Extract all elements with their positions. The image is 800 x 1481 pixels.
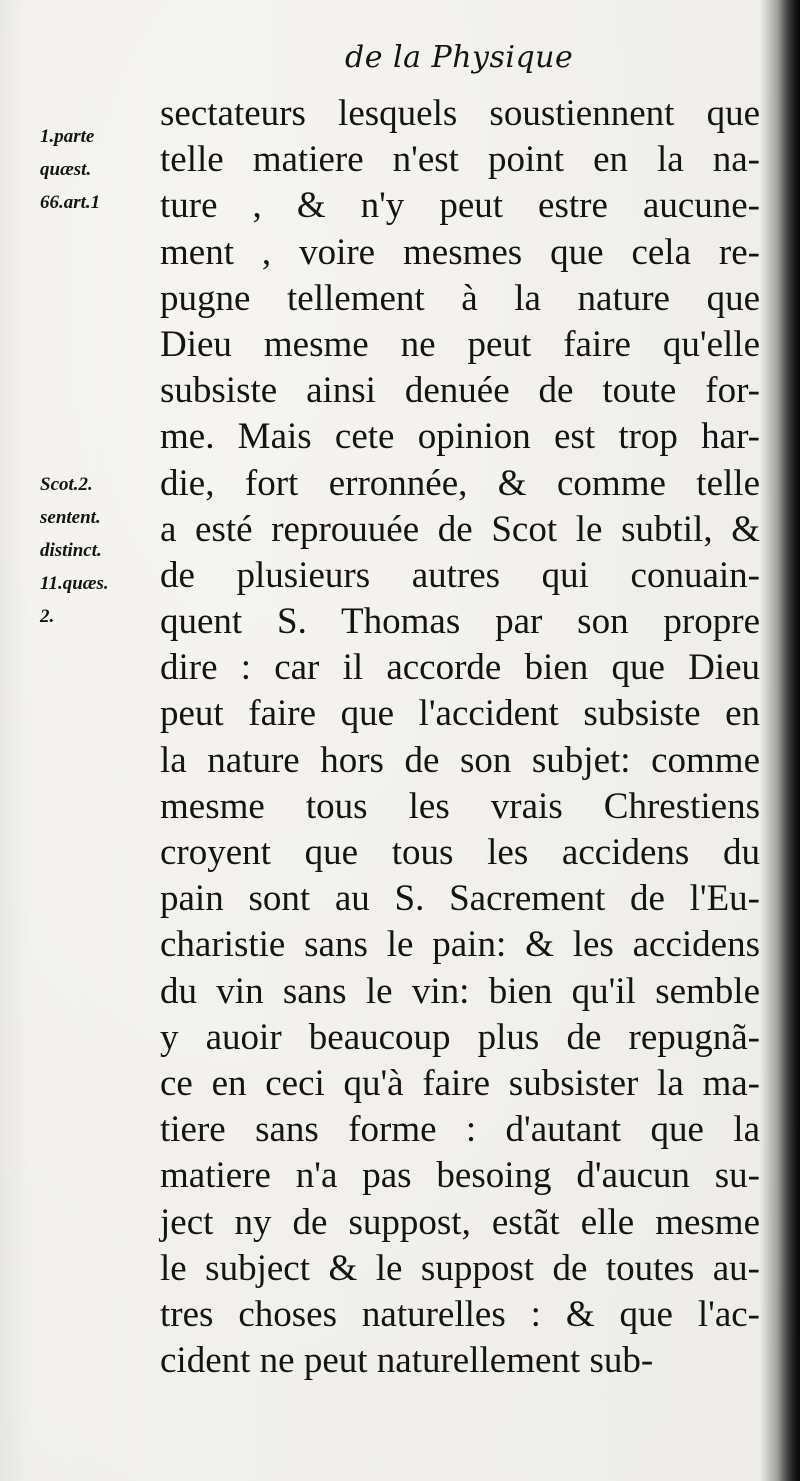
text-line: matiere n'a pas besoing d'aucun su- [160, 1155, 760, 1197]
text-line: la nature hors de son subjet: comme [160, 739, 760, 781]
page-edge-shadow [778, 0, 800, 1481]
margin-note-line: sentent. [40, 507, 101, 528]
text-line: tiere sans forme : d'autant que la [160, 1109, 760, 1151]
text-line: me. Mais cete opinion est trop har- [160, 416, 760, 458]
text-line: dire : car il accorde bien que Dieu [160, 647, 760, 689]
text-line: y auoir beaucoup plus de repugnã- [160, 1016, 760, 1058]
margin-note-scotus [40, 468, 109, 633]
text-line: subsiste ainsi denuée de toute for- [160, 370, 760, 412]
margin-note-line: quæst. [40, 159, 92, 180]
text-line: charistie sans le pain: & les accidens [160, 924, 760, 966]
text-line: du vin sans le vin: bien qu'il semble [160, 970, 760, 1012]
text-line: tres choses naturelles : & que l'ac- [160, 1293, 760, 1335]
text-line: ture , & n'y peut estre aucune- [160, 185, 760, 227]
margin-note-line: Scot.2. [40, 474, 93, 495]
text-line: ject ny de suppost, estãt elle mesme [160, 1201, 760, 1243]
margin-note-aquinas [40, 120, 100, 219]
margin-note-line: 2. [40, 606, 55, 627]
text-line: ment , voire mesmes que cela re- [160, 231, 760, 273]
running-head: de la Physique [345, 40, 574, 75]
text-line: mesme tous les vrais Chrestiens [160, 785, 760, 827]
text-line: croyent que tous les accidens du [160, 832, 760, 873]
text-line: quent S. Thomas par son propre [160, 601, 760, 643]
text-line: pugne tellement à la nature que [160, 277, 760, 319]
text-line: sectateurs lesquels soustiennent que [160, 93, 760, 134]
text-line: Dieu mesme ne peut faire qu'elle [160, 323, 760, 365]
text-line: cident ne peut naturellement sub- [160, 1340, 654, 1382]
margin-note-line: 1.parte [40, 126, 95, 147]
body-text [160, 91, 760, 1384]
margin-note-line: distinct. [40, 540, 102, 561]
text-line: die, fort erronnée, & comme telle [160, 462, 760, 504]
margin-note-line: 11.quæs. [40, 573, 109, 594]
text-line: telle matiere n'est point en la na- [160, 139, 760, 181]
text-line: a esté reprouuée de Scot le subtil, & [160, 508, 760, 550]
text-line: de plusieurs autres qui conuain- [160, 554, 760, 596]
margin-note-line: 66.art.1 [40, 192, 101, 213]
text-line: ce en ceci qu'à faire subsister la ma- [160, 1062, 760, 1104]
text-line: peut faire que l'accident subsiste en [160, 693, 760, 735]
text-line: pain sont au S. Sacrement de l'Eu- [160, 878, 760, 920]
text-line: le subject & le suppost de toutes au- [160, 1247, 760, 1289]
